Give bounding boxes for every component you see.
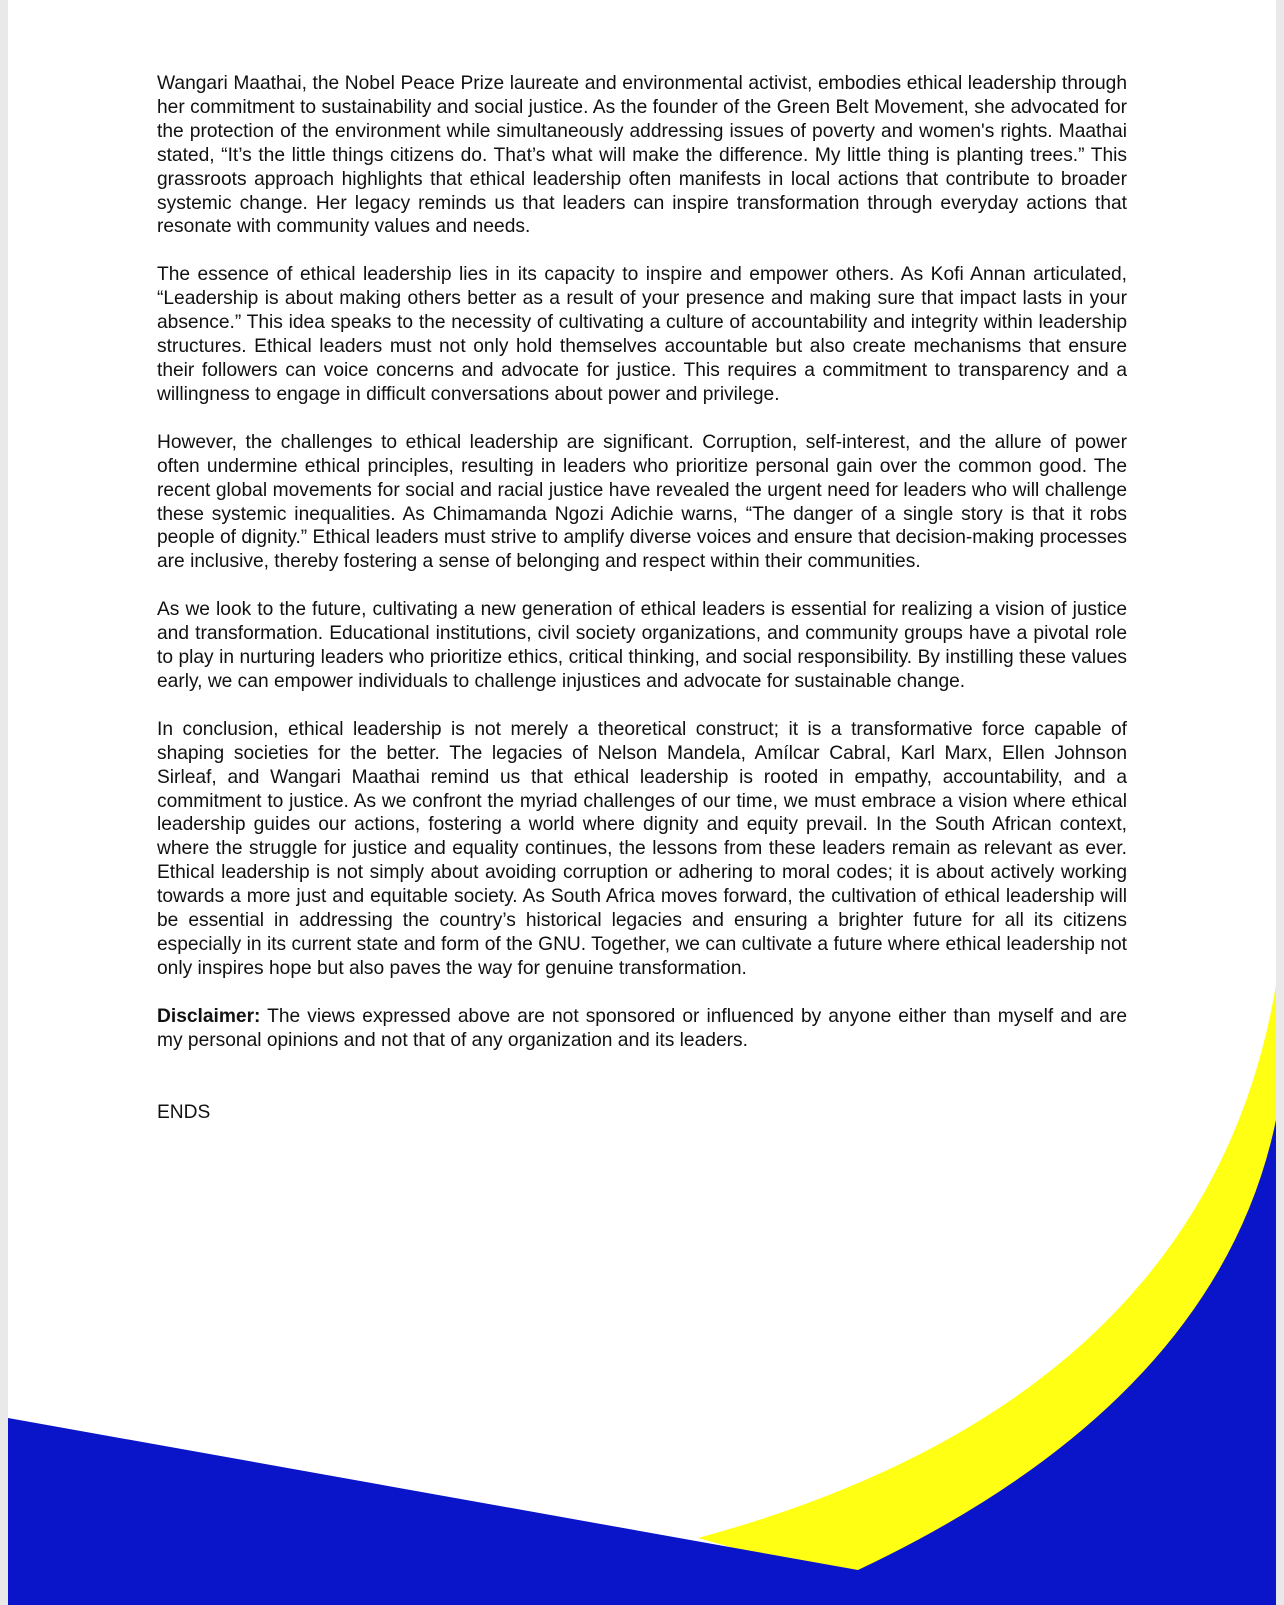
ends-marker: ENDS bbox=[157, 1101, 211, 1123]
paragraph-wangari-maathai: Wangari Maathai, the Nobel Peace Prize laureate and environmental activist, embodies ethical leadership through her commitment to sustainability and social justice. As the founder of the Green Belt Movement, she advocated for the protection of the environment while simultaneously addressing issues of poverty and women's rights. Maathai stated, “It’s the little things citizens do. That’s what will make the difference. My little thing is planting trees.” This grassroots approach highlights that ethical leadership often manifests in local actions that contribute to broader systemic change. Her legacy reminds us that leaders can inspire transformation through everyday actions that resonate with community values and needs. bbox=[157, 73, 1127, 238]
document-page bbox=[8, 0, 1276, 1605]
paragraph-essence-of-ethical-leadership: The essence of ethical leadership lies in its capacity to inspire and empower others. As Kofi Annan articulated, “Leadership is about making others better as a result of your presence and making sure that impact lasts in your absence.” This idea speaks to the necessity of cultivating a culture of accountability and integrity within leadership structures. Ethical leaders must not only hold themselves accountable but also create mechanisms that ensure their followers can voice concerns and advocate for justice. This requires a commitment to transparency and a willingness to engage in difficult conversations about power and privilege. bbox=[157, 264, 1127, 405]
disclaimer-text: The views expressed above are not sponsored or influenced by anyone either than myself and are my personal opinions and not that of any organization and its leaders. bbox=[157, 1005, 1127, 1051]
paragraph-future-generation: As we look to the future, cultivating a new generation of ethical leaders is essential for realizing a vision of justice and transformation. Educational institutions, civil society organizations, and community groups have a pivotal role to play in nurturing leaders who prioritize ethics, critical thinking, and social responsibility. By instilling these values early, we can empower individuals to challenge injustices and advocate for sustainable change. bbox=[157, 599, 1127, 692]
disclaimer bbox=[157, 1005, 1127, 1053]
disclaimer-label: Disclaimer: bbox=[157, 1005, 261, 1027]
paragraph-conclusion: In conclusion, ethical leadership is not merely a theoretical construct; it is a transformative force capable of shaping societies for the better. The legacies of Nelson Mandela, Amílcar Cabral, Karl Marx, Ellen Johnson Sirleaf, and Wangari Maathai remind us that ethical leadership is rooted in empathy, accountability, and a commitment to justice. As we confront the myriad challenges of our time, we must embrace a vision where ethical leadership guides our actions, fostering a world where dignity and equity prevail. In the South African context, where the struggle for justice and equality continues, the lessons from these leaders remain as relevant as ever. Ethical leadership is not simply about avoiding corruption or adhering to moral codes; it is about actively working towards a more just and equitable society. As South Africa moves forward, the cultivation of ethical leadership will be essential in addressing the country’s historical legacies and ensuring a brighter future for all its citizens especially in its current state and form of the GNU. Together, we can cultivate a future where ethical leadership not only inspires hope but also paves the way for genuine transformation. bbox=[157, 718, 1127, 979]
paragraph-challenges: However, the challenges to ethical leadership are significant. Corruption, self-interest, and the allure of power often undermine ethical principles, resulting in leaders who prioritize personal gain over the common good. The recent global movements for social and racial justice have revealed the urgent need for leaders who will challenge these systemic inequalities. As Chimamanda Ngozi Adichie warns, “The danger of a single story is that it robs people of dignity.” Ethical leaders must strive to amplify diverse voices and ensure that decision-making processes are inclusive, thereby fostering a sense of belonging and respect within their communities. bbox=[157, 431, 1127, 573]
blue-swoosh-bottom bbox=[8, 1418, 858, 1605]
document-body bbox=[157, 72, 1127, 1149]
